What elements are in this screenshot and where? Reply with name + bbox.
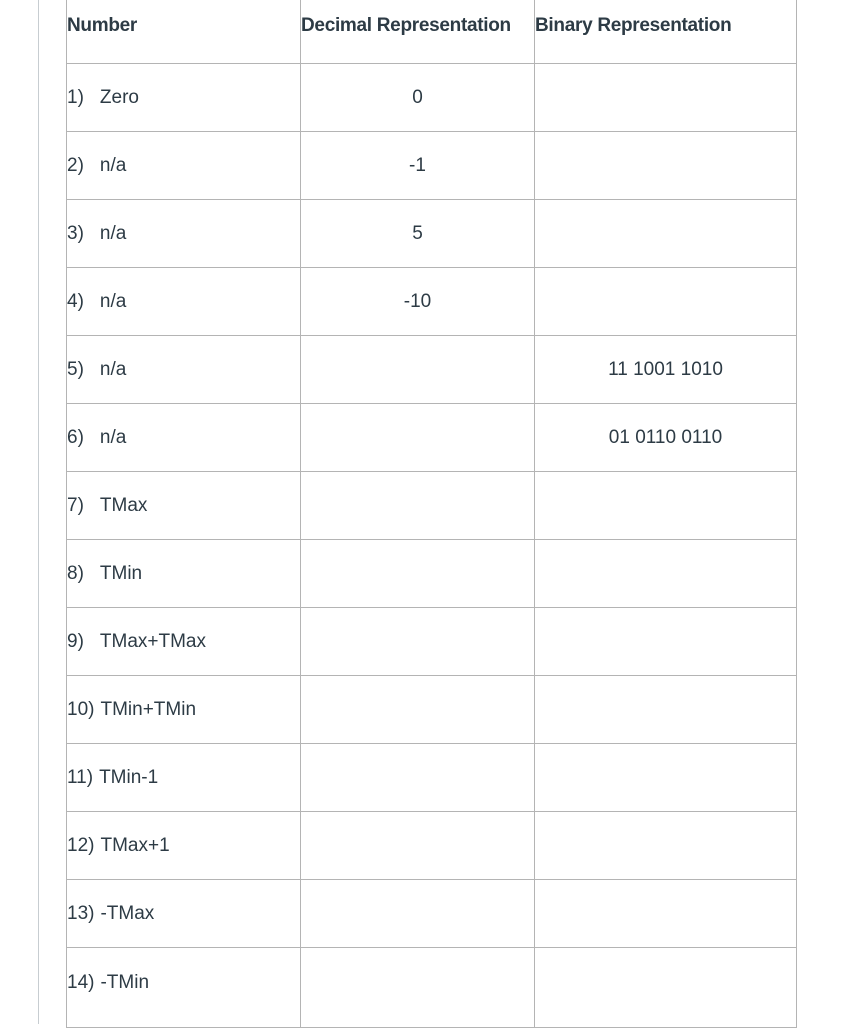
number-cell bbox=[67, 540, 301, 608]
binary-cell bbox=[535, 200, 797, 268]
table-row bbox=[67, 744, 797, 812]
row-index: 5) bbox=[67, 358, 84, 380]
number-representation-table bbox=[66, 0, 797, 1028]
number-cell bbox=[67, 948, 301, 1028]
decimal-cell bbox=[301, 336, 535, 404]
row-index: 7) bbox=[67, 494, 84, 516]
table-row bbox=[67, 608, 797, 676]
table-row bbox=[67, 812, 797, 880]
table-row bbox=[67, 676, 797, 744]
row-label: TMax bbox=[99, 494, 148, 516]
decimal-cell bbox=[301, 608, 535, 676]
row-index: 14) bbox=[67, 972, 95, 993]
page-left-border bbox=[38, 0, 39, 1024]
number-cell bbox=[67, 472, 301, 540]
binary-cell bbox=[535, 948, 797, 1028]
row-index: 10) bbox=[67, 698, 95, 720]
table-row bbox=[67, 132, 797, 200]
table-row bbox=[67, 200, 797, 268]
row-index: 11) bbox=[67, 766, 94, 788]
row-index: 8) bbox=[67, 562, 84, 584]
decimal-cell bbox=[301, 404, 535, 472]
row-index: 3) bbox=[67, 222, 84, 244]
number-cell bbox=[67, 200, 301, 268]
binary-cell bbox=[535, 608, 797, 676]
number-cell bbox=[67, 880, 301, 948]
table-header-row bbox=[67, 0, 797, 64]
decimal-cell bbox=[301, 880, 535, 948]
table-row bbox=[67, 268, 797, 336]
decimal-cell bbox=[301, 744, 535, 812]
decimal-cell: 0 bbox=[301, 64, 535, 132]
binary-cell bbox=[535, 132, 797, 200]
row-label: n/a bbox=[99, 358, 127, 380]
number-cell bbox=[67, 132, 301, 200]
binary-cell: 11 1001 1010 bbox=[535, 336, 797, 404]
row-label: n/a bbox=[99, 290, 127, 312]
header-decimal-representation: Decimal Representation bbox=[301, 0, 535, 64]
row-label: n/a bbox=[99, 222, 127, 244]
row-label: TMax+1 bbox=[100, 834, 170, 856]
row-label: TMin+TMin bbox=[100, 698, 197, 720]
row-index: 9) bbox=[67, 630, 84, 652]
header-number: Number bbox=[67, 0, 301, 64]
row-label: TMin-1 bbox=[99, 766, 159, 788]
row-index: 6) bbox=[67, 426, 84, 448]
row-index: 12) bbox=[67, 834, 95, 856]
row-label: -TMax bbox=[100, 902, 155, 924]
binary-cell bbox=[535, 540, 797, 608]
binary-cell bbox=[535, 676, 797, 744]
row-index: 4) bbox=[67, 290, 84, 312]
table-row bbox=[67, 64, 797, 132]
row-index: 13) bbox=[67, 902, 95, 924]
decimal-cell bbox=[301, 540, 535, 608]
row-index: 1) bbox=[67, 86, 84, 108]
row-label: Zero bbox=[99, 86, 139, 108]
row-label: -TMin bbox=[100, 972, 150, 993]
number-cell bbox=[67, 268, 301, 336]
binary-cell bbox=[535, 880, 797, 948]
table-row bbox=[67, 336, 797, 404]
row-index: 2) bbox=[67, 154, 84, 176]
number-cell bbox=[67, 404, 301, 472]
number-cell bbox=[67, 64, 301, 132]
decimal-cell: -10 bbox=[301, 268, 535, 336]
number-cell bbox=[67, 676, 301, 744]
decimal-cell bbox=[301, 472, 535, 540]
table-row bbox=[67, 880, 797, 948]
decimal-cell: 5 bbox=[301, 200, 535, 268]
table-row bbox=[67, 472, 797, 540]
binary-cell bbox=[535, 472, 797, 540]
binary-cell bbox=[535, 812, 797, 880]
decimal-cell bbox=[301, 812, 535, 880]
binary-cell bbox=[535, 268, 797, 336]
row-label: n/a bbox=[99, 426, 127, 448]
number-cell bbox=[67, 336, 301, 404]
binary-cell bbox=[535, 744, 797, 812]
table-row bbox=[67, 404, 797, 472]
row-label: TMin bbox=[99, 562, 143, 584]
number-cell bbox=[67, 744, 301, 812]
binary-cell: 01 0110 0110 bbox=[535, 404, 797, 472]
table-row bbox=[67, 540, 797, 608]
number-cell bbox=[67, 608, 301, 676]
table-row bbox=[67, 948, 797, 1028]
decimal-cell: -1 bbox=[301, 132, 535, 200]
row-label: TMax+TMax bbox=[99, 630, 207, 652]
number-cell bbox=[67, 812, 301, 880]
row-label: n/a bbox=[99, 154, 127, 176]
decimal-cell bbox=[301, 676, 535, 744]
binary-cell bbox=[535, 64, 797, 132]
decimal-cell bbox=[301, 948, 535, 1028]
header-binary-representation: Binary Representation bbox=[535, 0, 797, 64]
